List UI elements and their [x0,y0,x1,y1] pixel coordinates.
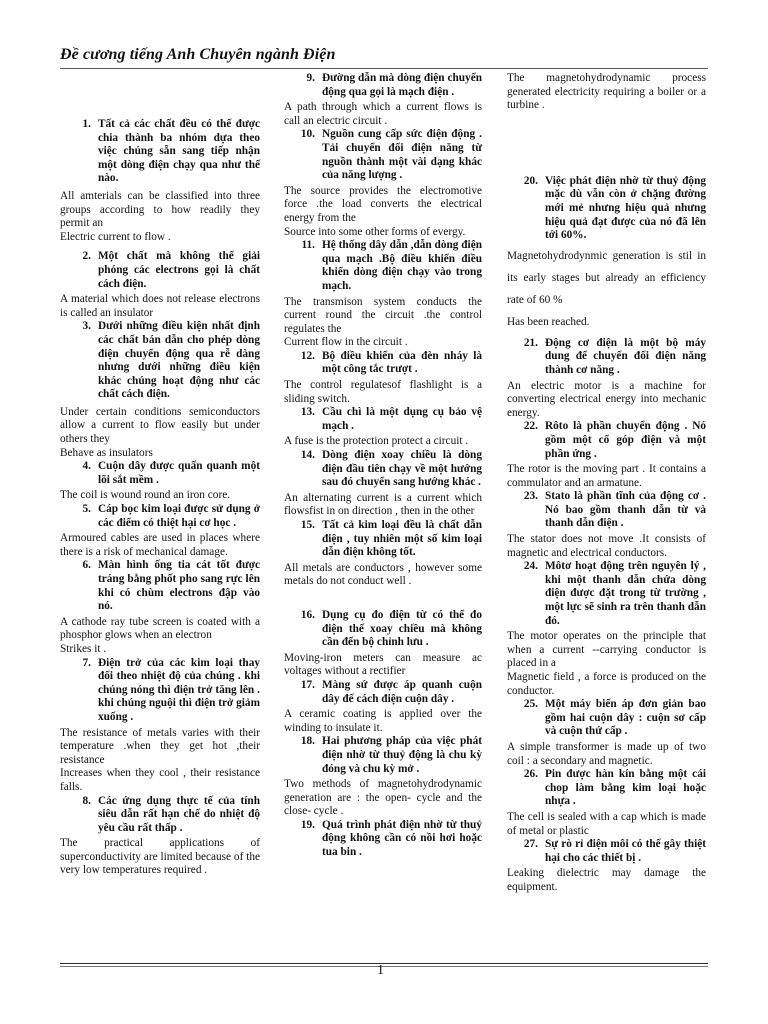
vietnamese-sentence [507,337,706,378]
vietnamese-text: Tất cả các chất đều có thể được chia thành ba nhóm dựa theo việc chúng sẵn sang tiếp nhận một dòng điện chạy qua như thế nào. [98,118,260,185]
vietnamese-text: Bộ điều khiển của đèn nháy là một công tắc trượt . [322,349,482,376]
page-number: 1 [377,963,384,978]
english-line: The coil is wound round an iron core. [60,489,231,502]
vietnamese-sentence [60,460,260,487]
english-line: A cathode ray tube screen is coated with a phosphor glows when an electron [60,615,260,642]
vietnamese-sentence [60,118,260,186]
english-translation [284,652,482,679]
english-translation [507,741,706,768]
english-translation [60,293,260,320]
english-line: The rotor is the moving part . It contains a commulator and an armatune. [507,463,706,489]
vocab-item [507,838,706,894]
vietnamese-text: Cầu chì là một dụng cụ bảo vệ mạch . [322,406,482,432]
vocab-item [284,735,482,819]
vocab-item [60,559,260,656]
vietnamese-sentence [60,657,260,725]
english-line: Electric current to flow . [60,230,171,243]
english-translation [284,435,482,449]
vocab-item [60,795,260,879]
english-translation [284,708,482,735]
english-line: The resistance of metals varies with their temperature .when they get hot ,their resistance [60,726,260,766]
english-translation [507,72,706,113]
vietnamese-sentence [284,519,482,560]
vietnamese-sentence [284,819,482,860]
vietnamese-text: Màn hình ống tia cát tốt được tráng bằng phốt pho sang rực lên khi có chùm electrons đập vào nó. [98,559,260,613]
english-translation [284,379,482,406]
footer-rule-thin [60,966,708,967]
vietnamese-sentence [507,768,706,809]
english-translation [507,867,706,894]
english-translation [60,727,260,795]
vocab-item [507,768,706,838]
vietnamese-sentence [284,679,482,706]
vocab-item [507,490,706,560]
english-translation [284,296,482,350]
vocab-item [284,679,482,735]
english-line: Strikes it . [60,642,107,655]
vocab-item [507,175,706,333]
vietnamese-sentence [284,735,482,776]
english-line: All metals are conductors , however some metals do not conduct well . [284,561,482,588]
vietnamese-text: Cuộn dây được quấn quanh một lõi sắt mềm . [98,460,260,486]
vocab-item [60,503,260,559]
vietnamese-text: Sự rò rỉ điện môi có thể gây thiệt hại cho các thiết bị . [545,838,706,864]
english-translation [284,101,482,128]
vietnamese-text: Hệ thống dây dẫn ,dẫn dòng điện qua mạch .Bộ điều khiển điều khiển dòng điện chạy vào trong mạch. [322,239,482,292]
vietnamese-sentence [507,560,706,628]
vocab-item [284,128,482,239]
item-number: 17. [300,678,315,691]
vietnamese-sentence [284,406,482,433]
english-line: All amterials can be classified into three groups according to how readily they permit an [60,189,260,230]
vocab-item [284,819,482,860]
english-line: The magnetohydrodynamic process generated electricity requiring a boiler or a turbine . [507,72,706,112]
english-translation [507,533,706,560]
vocab-item [507,698,706,768]
vietnamese-text: Rôto là phần chuyển động . Nó gồm một cổ góp điện và một phần ứng . [545,420,706,460]
header-rule [60,68,708,69]
english-line: The control regulatesof flashlight is a sliding switch. [284,379,482,405]
vietnamese-text: Hai phương pháp của việc phát điện nhờ từ thuỷ động là chu kỳ đóng và chu kỳ mở . [322,735,482,775]
column-middle [284,72,482,860]
item-number: 14. [300,449,315,462]
english-translation [60,489,260,503]
vocab-item [284,350,482,406]
item-number: 10. [300,128,315,141]
english-translation [284,778,482,819]
english-line: The practical applications of superconductivity are limited because of the very low temperatures required . [60,837,260,877]
english-translation [60,616,260,657]
item-number: 12. [300,349,315,362]
vietnamese-text: Một chất mà không thể giải phóng các electrons gọi là chất cách điện. [98,250,260,290]
english-line: Has been reached. [507,315,590,328]
item-number: 15. [300,519,315,531]
item-number: 4. [82,460,91,473]
item-number: 18. [300,735,315,748]
item-number: 11. [301,239,315,252]
english-translation [507,463,706,490]
english-line: The motor operates on the principle that when a current --carrying conductor is placed in a [507,630,706,670]
vocab-item [284,449,482,519]
english-line: The transmison system conducts the current round the circuit .the control regulates the [284,295,482,335]
english-translation [507,630,706,698]
english-line: The source provides the electromotive force .the load converts the electrical energy from the [284,184,482,224]
vietnamese-sentence [284,128,482,182]
vietnamese-text: Nguồn cung cấp sức điện động . Tải chuyển đổi điện năng từ nguồn thành một vài dạng khác của năng lượng . [322,128,482,182]
column-right [507,72,706,895]
vietnamese-text: Động cơ điện là một bộ máy dung để chuyển đổi điện năng thành cơ năng . [545,336,706,376]
english-translation [60,837,260,878]
vietnamese-text: Quá trình phát điện nhờ từ thuỷ động không cần có nồi hơi hoặc tua bin . [322,818,482,859]
vietnamese-text: Đường dẫn mà dòng điện chuyển động qua gọi là mạch điện . [322,72,482,98]
item-number: 13. [300,406,315,419]
vocab-item [60,460,260,503]
vietnamese-text: Pin được hàn kín bằng một cái chop làm bằng kim loại hoặc nhựa . [545,768,706,808]
english-line: Moving-iron meters can measure ac voltages without a rectifier [284,651,482,678]
vietnamese-sentence [507,175,706,243]
english-line: A fuse is the protection protect a circuit . [284,435,469,448]
vietnamese-sentence [507,420,706,461]
english-line: Two methods of magnetohydrodynamic generation are : the open- cycle and the close- cycle . [284,778,482,818]
english-line: Increases when they cool , their resistance falls. [60,767,260,793]
column-left [60,72,260,878]
vietnamese-text: Dòng điện xoay chiều là dòng điện đầu tiên chạy về một hướng sau đó chuyển sang hướng khác . [322,449,482,489]
vietnamese-sentence [60,503,260,530]
english-translation [284,492,482,519]
item-number: 9. [306,72,315,84]
vietnamese-text: Điện trở của các kim loại thay đổi theo nhiệt độ của chúng . khi chúng nóng thì điện trở tăng lên . khi chúng nguội thì điện trở giảm xuống . [98,656,260,723]
vietnamese-text: Các ứng dụng thực tế của tính siêu dẫn rất hạn chế do nhiệt độ yêu cầu rất thấp . [98,794,260,834]
vocab-item [60,250,260,320]
english-line: Behave as insulators [60,446,153,459]
item-number: 3. [82,320,91,333]
vietnamese-sentence [284,239,482,293]
item-number: 22. [523,420,538,433]
vietnamese-sentence [60,250,260,291]
vietnamese-sentence [284,609,482,650]
vocab-item [284,72,482,128]
item-number: 6. [82,559,91,572]
item-number: 16. [300,608,315,621]
vietnamese-text: Stato là phần tĩnh của động cơ . Nó bao gồm thanh dẫn từ và thanh dẫn điện . [545,490,706,530]
vocab-item [284,609,482,679]
item-number: 23. [523,490,538,503]
vocab-item [284,239,482,350]
english-line: An electric motor is a machine for converting electrical energy into mechanic energy. [507,379,706,419]
english-line: Leaking dielectric may damage the equipment. [507,867,706,893]
vocab-item [60,118,260,244]
vietnamese-sentence [507,838,706,865]
vocab-item [60,320,260,460]
vietnamese-sentence [284,350,482,377]
item-number: 24. [523,560,538,573]
item-number: 26. [523,768,538,781]
english-line: Source into some other forms of evergy. [284,225,466,238]
vocab-item [507,420,706,490]
vietnamese-sentence [284,449,482,490]
vietnamese-sentence [507,698,706,739]
vietnamese-text: Dụng cụ đo điện từ có thể đo điện thế xoay chiều mà không cần đến bộ chỉnh lưu . [322,608,482,649]
vietnamese-sentence [60,559,260,613]
vietnamese-text: Dưới những điều kiện nhất định các chất bán dẫn cho phép dòng điện chuyển động qua rễ dàng nhưng dưới những điều kiện khác chúng hoạt động như các chất cách điện. [98,320,260,401]
item-number: 5. [82,503,91,516]
english-line: The cell is sealed with a cap which is made of metal or plastic [507,810,706,837]
english-line: The stator does not move .It consists of magnetic and electrical conductors. [507,533,706,559]
english-translation [284,185,482,239]
item-number: 21. [523,336,538,349]
english-translation [60,406,260,460]
english-translation [507,380,706,421]
vietnamese-text: Môtơ hoạt động trên nguyên lý , khi một thanh dẫn chứa dòng điện được đặt trong từ trường , một lực sẽ sinh ra trên thanh dẫn đó. [545,560,706,627]
item-number: 2. [82,250,91,263]
item-number: 27. [523,838,538,851]
english-line: Under certain conditions semiconductors allow a current to flow easily but under others they [60,405,260,446]
item-number: 25. [523,698,538,711]
vietnamese-sentence [284,72,482,99]
vietnamese-sentence [60,795,260,836]
vocab-item [507,337,706,421]
english-translation [507,245,706,333]
vocab-item [507,72,706,113]
page-header-title: Đề cương tiếng Anh Chuyên ngành Điện [60,46,336,63]
english-translation [60,532,260,559]
vietnamese-text: Việc phát điện nhờ từ thuỷ động mặc dù vẫn còn ở chặng đường mới mẻ nhưng hiệu quả nhưng hiệu quả đạt được của nó đã lên tới 60%. [545,174,706,242]
item-number: 8. [82,794,91,807]
vietnamese-text: Màng sứ được áp quanh cuộn dây để cách điện cuộn dây . [322,678,482,705]
english-line: A ceramic coating is applied over the winding to insulate it. [284,708,482,734]
english-line: Magnetic field , a force is produced on the conductor. [507,671,706,697]
english-translation [284,562,482,589]
vocab-item [507,560,706,698]
english-line: A material which does not release electrons is called an insulator [60,293,260,319]
vietnamese-text: Một máy biến áp đơn giản bao gồm hai cuộn dây : cuộn sơ cấp và cuộn thứ cấp . [545,698,706,738]
vietnamese-text: Cáp bọc kim loại được sử dụng ở các điểm có thiệt hại cơ học . [98,503,260,529]
footer-rule [60,963,708,964]
vietnamese-sentence [507,490,706,531]
item-number: 1. [82,118,91,130]
vocab-item [60,657,260,795]
english-line: Magnetohydrodynmic generation is stil in its early stages but already an efficiency rate of 60 % [507,249,706,306]
vietnamese-text: Tất cả kim loại đều là chất dẫn điện , tuy nhiên một số kim loại dẫn điện không tốt. [322,519,482,559]
english-line: A path through which a current flows is call an electric circuit . [284,101,482,127]
english-translation [60,190,260,244]
item-number: 20. [523,174,538,187]
vocab-item [284,406,482,449]
english-line: A simple transformer is made up of two coil : a secondary and magnetic. [507,740,706,767]
vocab-item [284,519,482,589]
item-number: 19. [300,818,315,831]
english-line: Armoured cables are used in places where there is a risk of mechanical damage. [60,532,260,558]
item-number: 7. [82,656,91,669]
vietnamese-sentence [60,320,260,402]
english-line: Current flow in the circuit . [284,336,408,349]
english-line: An alternating current is a current which flowsfist in on direction , then in the other [284,491,482,518]
english-translation [507,811,706,838]
